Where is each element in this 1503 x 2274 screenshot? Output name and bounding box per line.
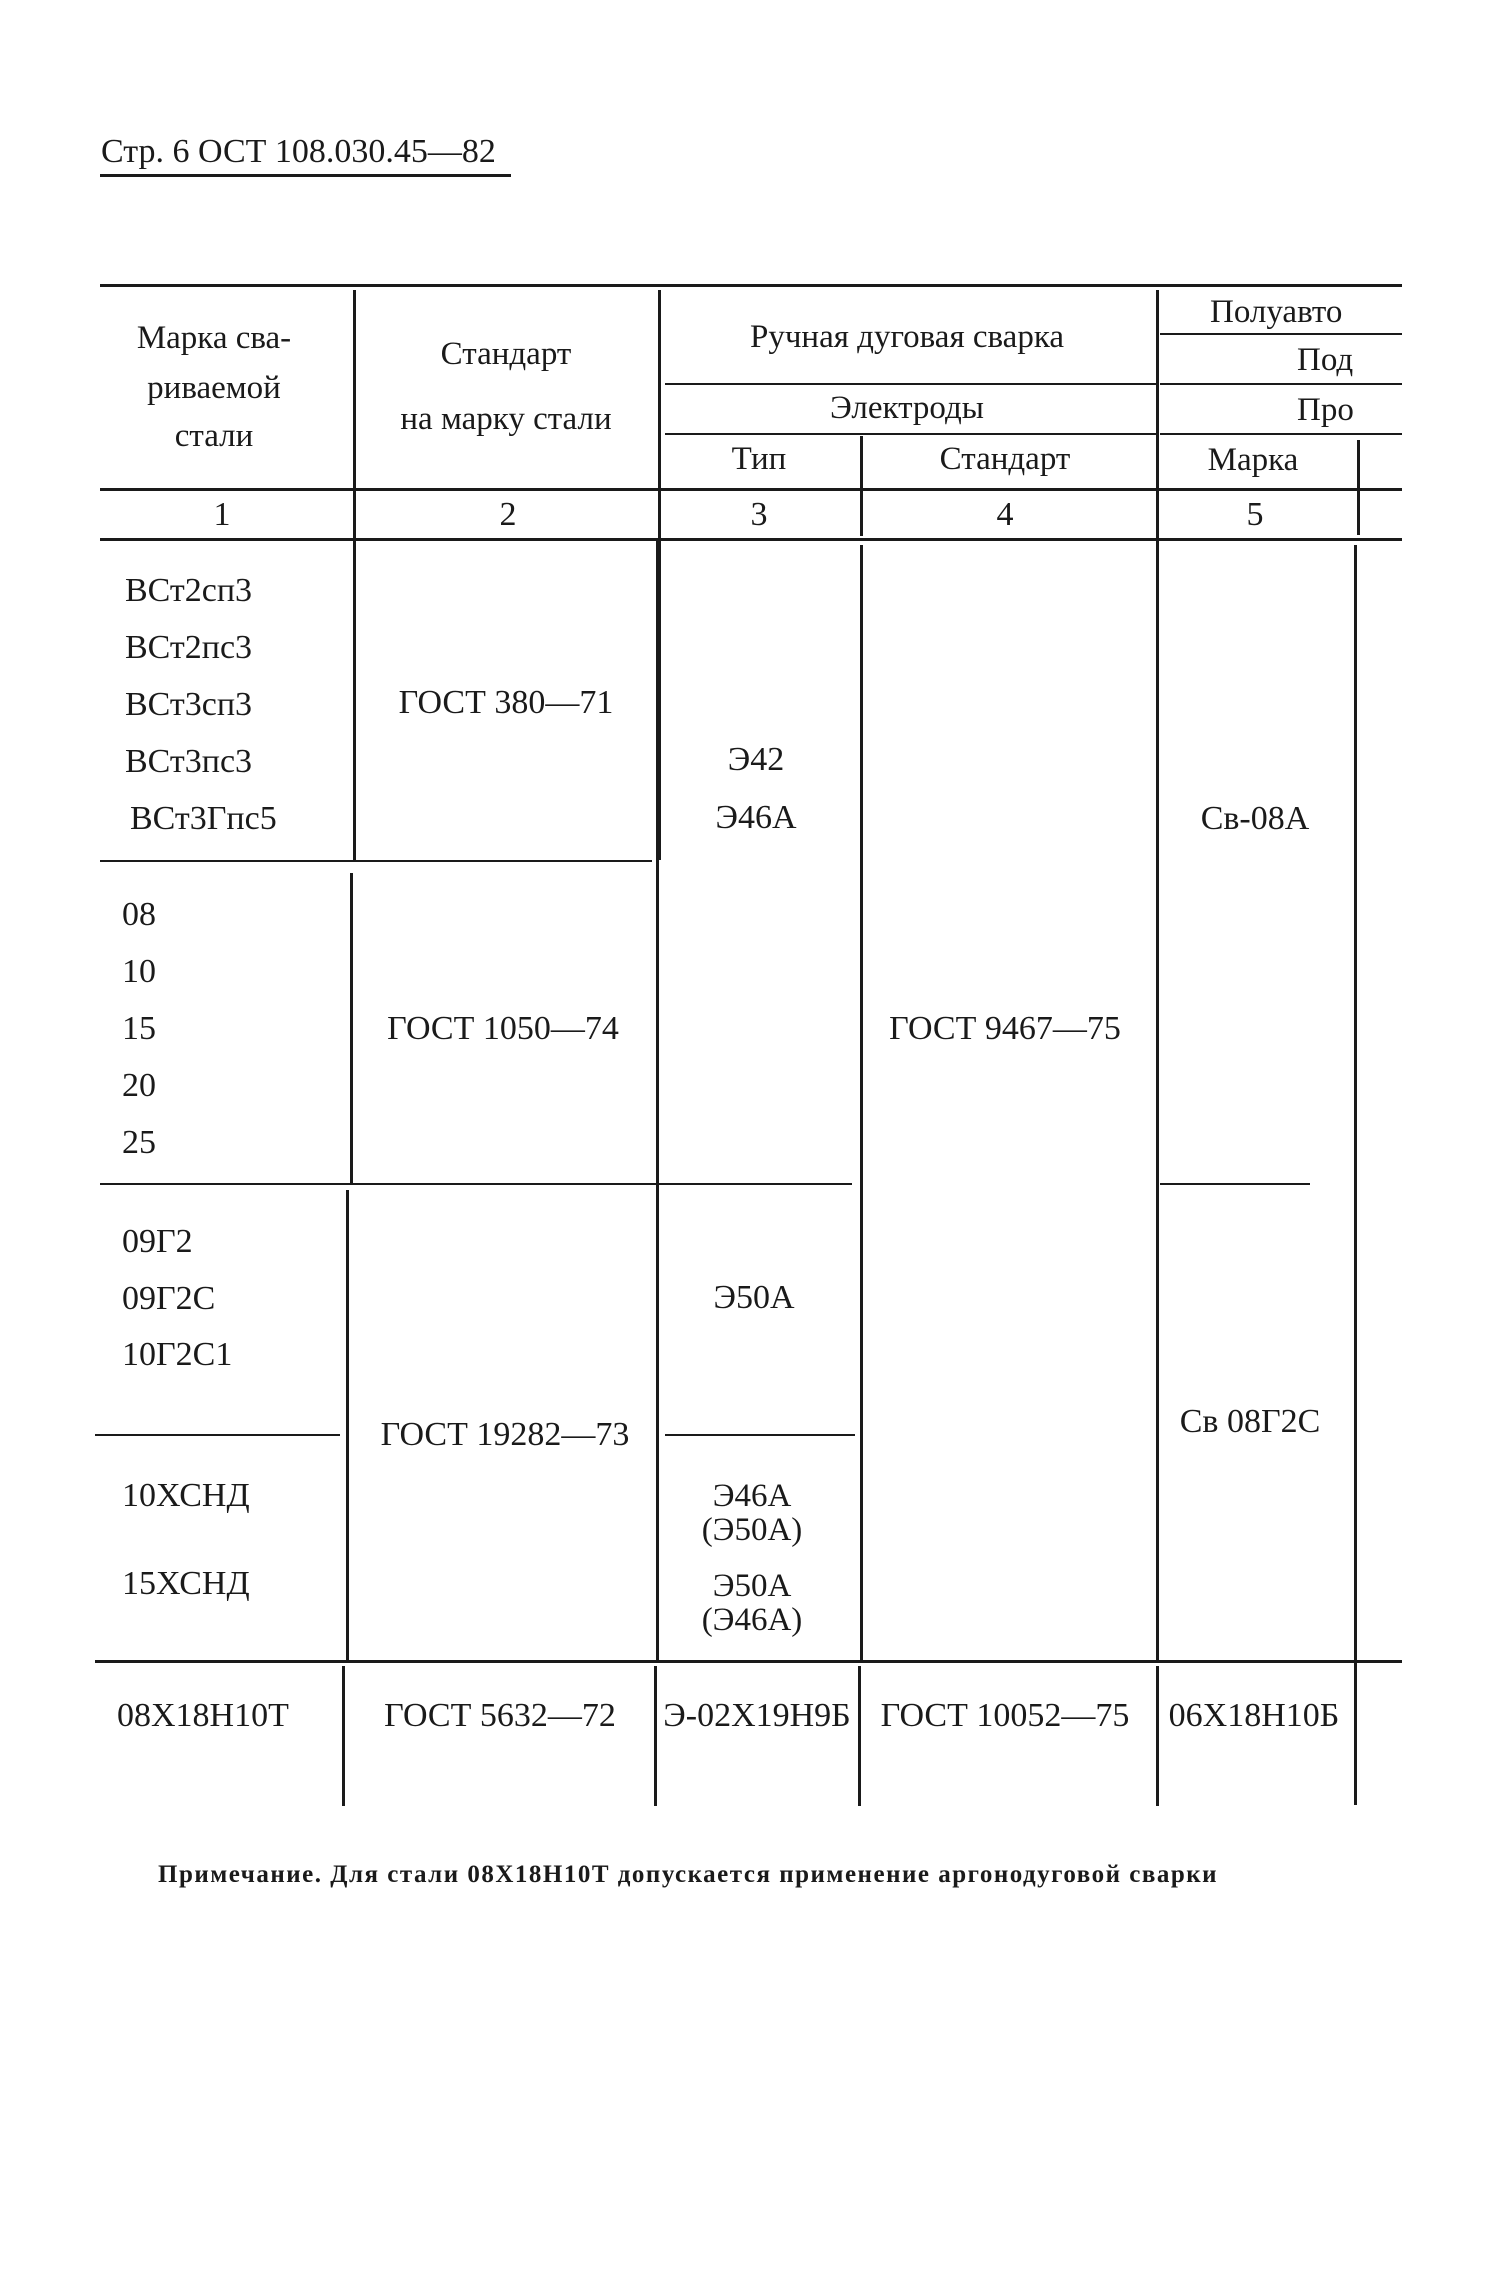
steel-grade: ВСт2пс3 xyxy=(125,629,253,666)
rule-under-headers xyxy=(100,488,1402,491)
table-top-rule xyxy=(100,284,1402,287)
rule-group1-end xyxy=(100,860,652,862)
electrode-standard: ГОСТ 9467—75 xyxy=(889,1010,1121,1047)
col-number-3: 3 xyxy=(750,496,768,533)
electrode-type: Э50А xyxy=(713,1279,795,1316)
header-steel-grade-l3: стали xyxy=(174,418,254,454)
header-electrodes: Электроды xyxy=(830,390,984,426)
rule-under-col-numbers xyxy=(100,538,1402,541)
col-divider-2-3-bottom xyxy=(654,1666,657,1806)
steel-grade: 09Г2 xyxy=(122,1223,193,1260)
steel-grade: 15ХСНД xyxy=(122,1565,250,1602)
steel-grade: ВСт3Гпс5 xyxy=(130,800,277,837)
wire-grade: Св 08Г2С xyxy=(1179,1403,1321,1440)
col-divider-1-2-mid xyxy=(350,873,353,1183)
header-grade: Марка xyxy=(1207,442,1299,478)
col-divider-3-4-head xyxy=(860,436,863,536)
col-divider-2-3-mid xyxy=(656,540,659,1660)
steel-standard: ГОСТ 19282—73 xyxy=(380,1416,630,1453)
steel-grade: 25 xyxy=(122,1124,156,1161)
steel-grade: 20 xyxy=(122,1067,156,1104)
electrode-type: Э50А xyxy=(712,1568,792,1604)
header-under: Под xyxy=(1297,342,1354,378)
electrode-standard: ГОСТ 10052—75 xyxy=(880,1697,1130,1734)
header-steel-grade-l2: риваемой xyxy=(147,370,281,406)
table-note: Примечание. Для стали 08Х18Н10Т допускается применение аргонодуговой сварки xyxy=(158,1861,1219,1888)
col-divider-4-5 xyxy=(1156,290,1159,1660)
steel-grade: 09Г2С xyxy=(122,1280,216,1317)
header-electrode-standard: Стандарт xyxy=(939,441,1071,477)
electrode-type: Э-02Х19Н9Б xyxy=(663,1697,851,1734)
electrode-type-alt: (Э46А) xyxy=(701,1602,803,1638)
rule-group3-col1 xyxy=(95,1434,340,1436)
col-divider-5-6 xyxy=(1354,545,1357,1805)
col-divider-1-2-bottom xyxy=(342,1666,345,1806)
col-number-2: 2 xyxy=(499,496,517,533)
col-number-4: 4 xyxy=(996,496,1014,533)
header-semiauto: Полуавто xyxy=(1210,294,1343,330)
steel-grade: 10ХСНД xyxy=(122,1477,250,1514)
electrode-type-alt: (Э50А) xyxy=(701,1512,803,1548)
steel-grade: ВСт3пс3 xyxy=(125,743,253,780)
col-divider-5-6-head xyxy=(1357,440,1360,535)
page-title: Стр. 6 ОСТ 108.030.45—82 xyxy=(101,133,496,170)
col-number-5: 5 xyxy=(1246,496,1264,533)
header-standard-l1: Стандарт xyxy=(440,336,572,372)
rule-group3-col3 xyxy=(665,1434,855,1436)
wire-grade: 06Х18Н10Б xyxy=(1168,1697,1340,1734)
steel-grade: 15 xyxy=(122,1010,156,1047)
steel-grade: 08Х18Н10Т xyxy=(117,1697,289,1734)
steel-grade: 08 xyxy=(122,896,156,933)
rule-under-electrodes xyxy=(665,433,1157,435)
electrode-type: Э46А xyxy=(715,799,797,836)
steel-grade: 10 xyxy=(122,953,156,990)
steel-standard: ГОСТ 380—71 xyxy=(398,684,614,721)
electrode-type: Э42 xyxy=(727,741,785,778)
electrode-type: Э46А xyxy=(712,1478,792,1514)
header-steel-grade-l1: Марка сва- xyxy=(136,320,292,356)
col-divider-4-5-bottom xyxy=(1156,1666,1159,1806)
rule-group2-end xyxy=(100,1183,852,1185)
rule-under-wire xyxy=(1160,433,1402,435)
steel-grade: ВСт3сп3 xyxy=(125,686,253,723)
col-divider-1-2-top xyxy=(353,290,356,860)
col-divider-3-4 xyxy=(860,545,863,1660)
header-type: Тип xyxy=(731,441,787,477)
rule-under-semiauto xyxy=(1160,333,1402,335)
wire-grade: Св-08А xyxy=(1200,800,1310,837)
col-divider-1-2-low xyxy=(346,1190,349,1660)
col-number-1: 1 xyxy=(213,496,231,533)
rule-col5-group-end xyxy=(1160,1183,1310,1185)
steel-standard: ГОСТ 5632—72 xyxy=(384,1697,616,1734)
header-standard-l2: на марку стали xyxy=(400,401,612,437)
header-wire: Про xyxy=(1297,392,1354,428)
steel-standard: ГОСТ 1050—74 xyxy=(387,1010,619,1047)
rule-group4-end xyxy=(95,1660,1402,1663)
steel-grade: ВСт2сп3 xyxy=(125,572,253,609)
col-divider-3-4-bottom xyxy=(858,1666,861,1806)
rule-under-under xyxy=(1160,383,1402,385)
rule-under-manual-arc xyxy=(665,383,1157,385)
header-manual-arc-welding: Ручная дуговая сварка xyxy=(749,319,1065,355)
steel-grade: 10Г2С1 xyxy=(122,1336,233,1373)
